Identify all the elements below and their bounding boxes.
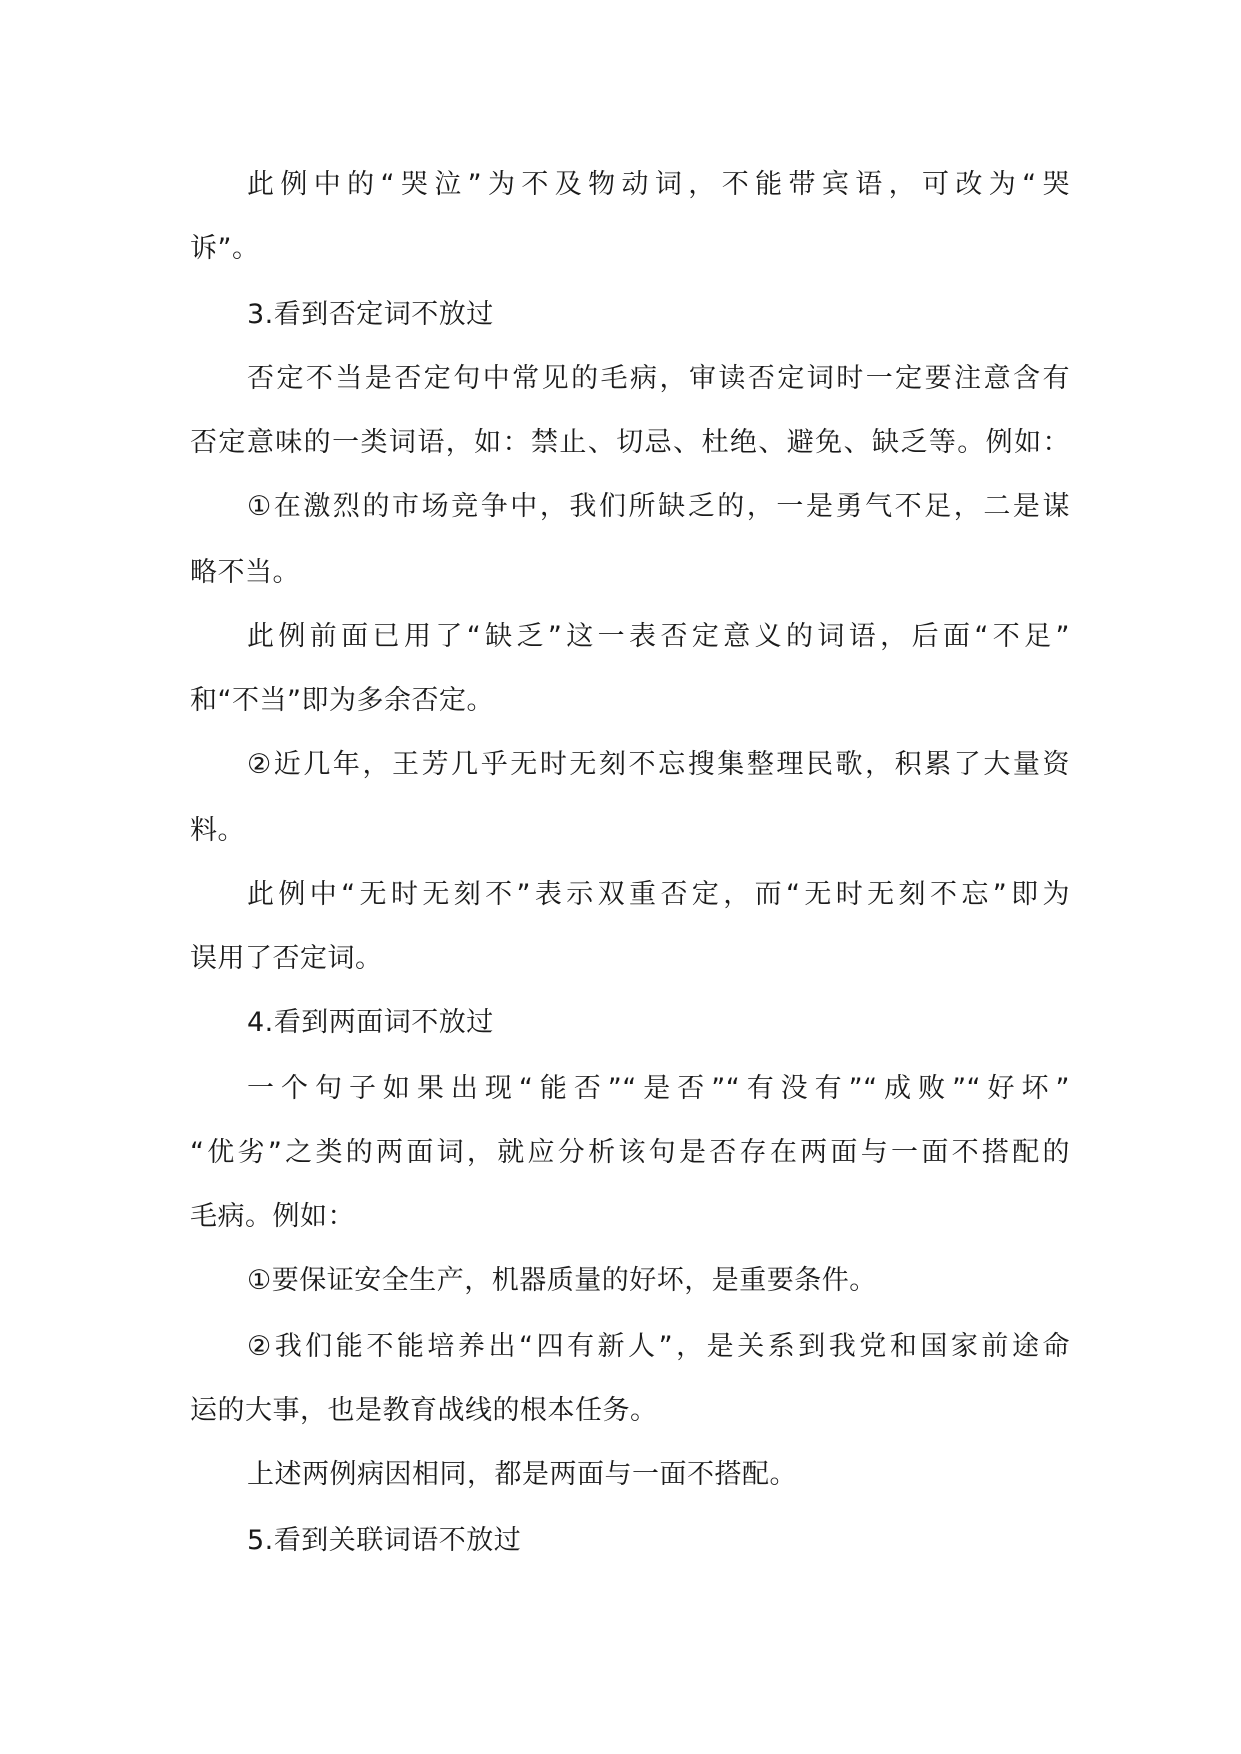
paragraph-line: 此例中的“哭泣”为不及物动词，不能带宾语，可改为“哭 [247, 169, 1070, 200]
paragraph-line: 否定不当是否定句中常见的毛病，审读否定词时一定要注意含有 [247, 363, 1070, 394]
paragraph-line: ①要保证安全生产，机器质量的好坏，是重要条件。 [247, 1265, 877, 1296]
paragraph-line: ②我们能不能培养出“四有新人”，是关系到我党和国家前途命 [247, 1331, 1070, 1362]
paragraph-line: 此例中“无时无刻不”表示双重否定，而“无时无刻不忘”即为 [247, 879, 1070, 910]
paragraph-line: “优劣”之类的两面词，就应分析该句是否存在两面与一面不搭配的 [190, 1137, 1070, 1168]
section-heading: 5.看到关联词语不放过 [247, 1525, 522, 1556]
paragraph-line: 和“不当”即为多余否定。 [190, 685, 494, 716]
paragraph-line: ②近几年，王芳几乎无时无刻不忘搜集整理民歌，积累了大量资 [247, 749, 1070, 780]
section-heading: 4.看到两面词不放过 [247, 1007, 494, 1038]
paragraph-line: 运的大事，也是教育战线的根本任务。 [190, 1395, 658, 1426]
paragraph-line: 误用了否定词。 [190, 943, 383, 974]
paragraph-line: 略不当。 [190, 557, 300, 588]
paragraph-line: 料。 [190, 815, 245, 846]
paragraph-line: ①在激烈的市场竞争中，我们所缺乏的，一是勇气不足，二是谋 [247, 491, 1070, 522]
paragraph-line: 诉”。 [190, 233, 260, 264]
paragraph-line: 否定意味的一类词语，如：禁止、切忌、杜绝、避免、缺乏等。例如： [190, 427, 1070, 458]
paragraph-line: 上述两例病因相同，都是两面与一面不搭配。 [247, 1459, 797, 1490]
paragraph-line: 此例前面已用了“缺乏”这一表否定意义的词语，后面“不足” [247, 621, 1070, 652]
section-heading: 3.看到否定词不放过 [247, 299, 494, 330]
paragraph-line: 一个句子如果出现“能否”“是否”“有没有”“成败”“好坏” [247, 1073, 1070, 1104]
paragraph-line: 毛病。例如： [190, 1201, 355, 1232]
